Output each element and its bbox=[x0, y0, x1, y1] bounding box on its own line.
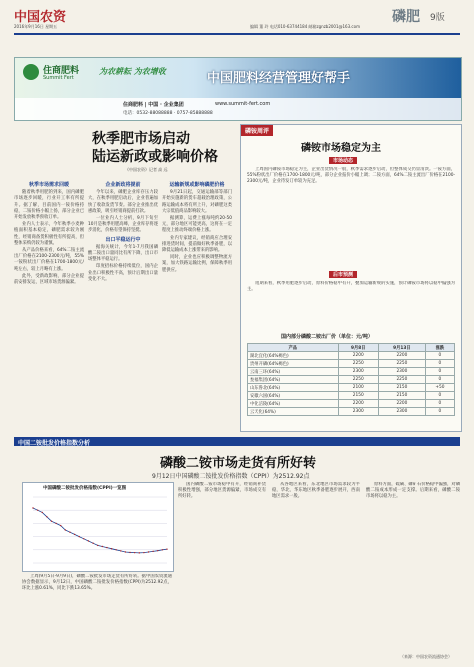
lead-col-1 bbox=[14, 180, 84, 430]
table-cell: 0 bbox=[425, 376, 454, 384]
table-cell: 2200 bbox=[338, 352, 379, 360]
table-header: 产品 bbox=[248, 344, 339, 352]
ad-headline: 中国肥料经营管理好帮手 bbox=[207, 71, 351, 86]
chart-point bbox=[148, 551, 149, 552]
chart-point bbox=[79, 536, 80, 537]
lead-byline: 《中国农资》记者 高 远 bbox=[125, 167, 168, 172]
lead-col1-para: 从产品价格来看，64%二铵主流出厂价格在2100-2300元/吨，55%一铵粉状出厂价格在1700-1800元/吨左右，较上月略有上涨。 bbox=[14, 248, 84, 272]
lead-col3-para: 9月21日起，交通运输部等部门开始实施新的货车超载治理政策，公路运输成本将有所上升，对磷肥这类大宗低值商品影响较大。 bbox=[162, 190, 232, 214]
bottom-col-2 bbox=[178, 482, 266, 660]
lead-col2-para: 据海关统计，今年1-7月我国磷酸二铵出口量同比有所下降，出口市场整体平稳运行。 bbox=[88, 244, 158, 263]
chart-point bbox=[55, 523, 56, 524]
commentary-title: 磷铵市场稳定为主 bbox=[301, 143, 381, 154]
lead-col1-para: 随着秋季用肥的到来，国内磷肥市场逐步回暖，行业开工率有所提升。据了解，目前国内一铵价格持稳，二铵价格小幅上扬，部分企业已开始发放秋季预收订单。 bbox=[14, 190, 84, 221]
chart-point bbox=[125, 551, 126, 552]
chart-point bbox=[139, 552, 140, 553]
lead-col3-para: 同时，企业也应积极调整物流方案，加大铁路运输比例，保障秋季用肥供应。 bbox=[162, 255, 232, 273]
lead-col3-para: 业内专家建议，经销商应合理安排进货时间，提前做好秋季备肥，以降低运输成本上涨带来的影响。 bbox=[162, 235, 232, 254]
table-cell: 0 bbox=[425, 392, 454, 400]
table-row bbox=[248, 352, 455, 360]
chart-point bbox=[37, 510, 38, 511]
chart-point bbox=[106, 547, 107, 548]
commentary-text-1 bbox=[247, 167, 455, 263]
lead-col2-para: 今年以来，磷肥企业库存压力较大，在秋季用肥启动后，企业普遍加快了收款发货节奏。部分企业推出优惠政策，吸引经销商提前打款。 bbox=[88, 190, 158, 214]
commentary-para: 短期来看，秋季用肥逐步启动，原料价格稳中有升，叠加运输新规的实施，预计磷铵市场将以稳中偏强为主。 bbox=[247, 281, 455, 293]
page-number: 9版 bbox=[430, 13, 445, 23]
table-cell: 2300 bbox=[338, 368, 379, 376]
table-row bbox=[248, 376, 455, 384]
ad-contact-2: www.summit-fert.com bbox=[215, 101, 271, 107]
table-cell: 2250 bbox=[338, 376, 379, 384]
table-cell: 2300 bbox=[338, 408, 379, 416]
logo: 中国农资 bbox=[14, 10, 67, 25]
chart-point bbox=[115, 549, 116, 550]
chart-point bbox=[69, 532, 70, 533]
chart-point bbox=[97, 545, 98, 546]
bottom-col-4 bbox=[366, 482, 460, 652]
section-name: 磷肥 bbox=[392, 9, 420, 25]
masthead bbox=[0, 0, 474, 44]
section-banner bbox=[14, 437, 460, 446]
table-cell: 2250 bbox=[338, 360, 379, 368]
chart-point bbox=[152, 551, 153, 552]
table-cell: 0 bbox=[425, 408, 454, 416]
table-header: 涨跌 bbox=[425, 344, 454, 352]
table-cell: 2250 bbox=[379, 376, 426, 384]
table-cell: 2150 bbox=[338, 392, 379, 400]
chart-point bbox=[65, 529, 66, 530]
table-cell: 2250 bbox=[379, 360, 426, 368]
lead-col1-para: 此外，受新政影响，部分企业提前安排发运，区域市场货源偏紧。 bbox=[14, 273, 84, 286]
table-cell: 0 bbox=[425, 368, 454, 376]
table-cell: 2300 bbox=[379, 368, 426, 376]
commentary-text-2 bbox=[247, 281, 455, 323]
chart-point bbox=[166, 548, 167, 549]
table-cell: +50 bbox=[425, 384, 454, 392]
table-row bbox=[248, 392, 455, 400]
table-cell: 0 bbox=[425, 400, 454, 408]
table-cell: 2150 bbox=[379, 384, 426, 392]
chart-point bbox=[32, 507, 33, 508]
table-cell: 0 bbox=[425, 352, 454, 360]
bottom-col2-para: 国内磷酸二铵市场稳中有升，经销商补货积极性增强，部分地区货源偏紧，市场成交有所好转。 bbox=[178, 482, 266, 500]
chart-point bbox=[88, 540, 89, 541]
chart-point bbox=[60, 525, 61, 526]
lead-col1-para: 业内人士表示，今年秋季小麦种植面积基本稳定，磷肥需求较为刚性，经销商备货积极性有所提高，但整体采购仍较为谨慎。 bbox=[14, 222, 84, 246]
lead-subhead-4: 运输新规或影响磷肥价格 bbox=[169, 182, 225, 188]
lead-subhead-1: 秋季市场需求回暖 bbox=[28, 182, 69, 188]
commentary-sub-2: 后市预测 bbox=[329, 271, 357, 278]
ad-brand-en: Summit Fert bbox=[43, 75, 74, 81]
lead-title-1: 秋季肥市场启动 bbox=[92, 131, 190, 147]
commentary-sub-1: 市场动态 bbox=[329, 157, 357, 164]
section-banner-label: 中国二铵批发价格指数分析 bbox=[18, 440, 91, 447]
table-cell: 2200 bbox=[379, 352, 426, 360]
bottom-col1-para: 上周(9月5日-9月9日)，磷酸二铵批发市场走货有所好转。据中国农资流通协会数据显示，9月12日，中国磷酸二铵批发价格指数(CPPI)为2512.92点，环比上涨0.61%，同比下跌13.65%。 bbox=[22, 574, 172, 592]
chart-title: 中国磷酸二铵批发价格指数(CPPI)一览图 bbox=[43, 486, 127, 491]
table-header-row bbox=[248, 344, 455, 352]
bottom-col-3 bbox=[272, 482, 360, 660]
table-cell: 2300 bbox=[379, 408, 426, 416]
chart-point bbox=[74, 534, 75, 535]
chart-point bbox=[111, 548, 112, 549]
column-tag: 磷铵周评 bbox=[241, 125, 273, 136]
table-row bbox=[248, 360, 455, 368]
bottom-subtitle: 9月12日中国磷酸二铵批发价格指数（CPPI）为2512.92点 bbox=[152, 473, 310, 480]
chart-point bbox=[51, 521, 52, 522]
ad-banner bbox=[14, 57, 462, 121]
table-cell: 云南三环(64%) bbox=[248, 368, 339, 376]
table-cell: 云天化(64%) bbox=[248, 408, 339, 416]
chart-point bbox=[83, 538, 84, 539]
lead-subhead-2: 企业新政将提前 bbox=[105, 182, 141, 188]
chart-point bbox=[129, 552, 130, 553]
lead-col3-para: 据测算，运费上涨每吨约20-50元，部分地区可能更高，这将在一定程度上推动终端价格上涨。 bbox=[162, 216, 232, 234]
table-row bbox=[248, 384, 455, 392]
lead-col2-para: 印度招标价格持续低位，国内企业出口积极性不高，预计后期出口量变化不大。 bbox=[88, 264, 158, 282]
table-cell: 0 bbox=[425, 360, 454, 368]
table-cell: 瓮福集团(64%) bbox=[248, 376, 339, 384]
lead-col2-para: 一位业内人士分析，9月下旬至10月是秋季用肥高峰，企业库存将逐步消化，价格有望保持坚挺。 bbox=[88, 216, 158, 234]
lead-title-2: 陆运新政或影响价格 bbox=[92, 149, 218, 165]
bottom-col-1 bbox=[22, 574, 172, 660]
chart-point bbox=[120, 550, 121, 551]
table-cell: 2100 bbox=[338, 384, 379, 392]
source-note: （来源：中国农资流通协会） bbox=[400, 654, 452, 659]
table-header: 9月8日 bbox=[338, 344, 379, 352]
lead-col-3 bbox=[162, 180, 232, 430]
table-row bbox=[248, 408, 455, 416]
chart-point bbox=[157, 550, 158, 551]
table-cell: 贵州开磷(64%褐色) bbox=[248, 360, 339, 368]
date-line: 2016年9月16日 星期五 bbox=[14, 24, 58, 29]
ad-slogan: 为农耕耘 为农增收 bbox=[99, 67, 166, 76]
chart-point bbox=[102, 546, 103, 547]
chart-series-line bbox=[33, 508, 167, 553]
ad-brand-cn: 住商肥料 bbox=[43, 66, 80, 76]
ad-contact-1: 住商肥料 | 中国 · 企业集团 bbox=[123, 102, 184, 108]
table-cell: 2150 bbox=[379, 392, 426, 400]
chart-point bbox=[162, 549, 163, 550]
editor-line: 编辑 董 玲 电话010-63744184 邮箱zgnzb2001@163.com bbox=[250, 24, 360, 29]
table-cell: 2200 bbox=[338, 400, 379, 408]
table-header: 9月13日 bbox=[379, 344, 426, 352]
table-row bbox=[248, 400, 455, 408]
lead-subhead-3: 出口平稳运行中 bbox=[105, 236, 141, 243]
table-row bbox=[248, 368, 455, 376]
price-table bbox=[247, 343, 455, 416]
chart-point bbox=[143, 552, 144, 553]
masthead-rule bbox=[14, 33, 460, 35]
brand-logo-icon bbox=[23, 64, 39, 80]
table-cell: 湖北宜化(64%褐色) bbox=[248, 352, 339, 360]
cppi-chart bbox=[22, 482, 174, 572]
commentary-box bbox=[240, 124, 462, 432]
lead-col-2 bbox=[88, 180, 158, 430]
table-cell: 山东鲁北(64%) bbox=[248, 384, 339, 392]
chart-point bbox=[42, 512, 43, 513]
commentary-para: 上周国内磷铵市场稳定为主，企业出货情况一般，秋季需求逐步启动，但整体成交仍显清淡。一铵方面，55%粉状出厂价格在1700-1800元/吨，部分企业报价小幅上调；二铵方面，64%二铵主流出厂价格在2100-2300元/吨，企业待发订单较为充足。 bbox=[247, 167, 455, 185]
table-cell: 安徽六国(64%) bbox=[248, 392, 339, 400]
ad-contact-3: 电话：0532-88088888 · 0757-85888888 bbox=[123, 111, 213, 116]
chart-point bbox=[92, 543, 93, 544]
table-cell: 中化涪陵(64%) bbox=[248, 400, 339, 408]
price-table-title: 国内部分磷酸二铵出厂价（单位：元/吨） bbox=[281, 334, 373, 340]
bottom-col4-para: 原料方面，硫磺、磷矿石价格稳中偏强，对磷酸二铵成本形成一定支撑。后期来看，磷酸二铵市场将以稳为主。 bbox=[366, 482, 460, 500]
table-cell: 2200 bbox=[379, 400, 426, 408]
chart-point bbox=[134, 552, 135, 553]
bottom-title: 磷酸二铵市场走货有所好转 bbox=[160, 456, 317, 471]
chart-plot bbox=[23, 493, 173, 571]
chart-point bbox=[46, 516, 47, 517]
bottom-col3-para: 从各地区来看，东北地区市场需求较为平稳，华北、华东地区秋季备肥逐步展开，西南地区需求一般。 bbox=[272, 482, 360, 500]
